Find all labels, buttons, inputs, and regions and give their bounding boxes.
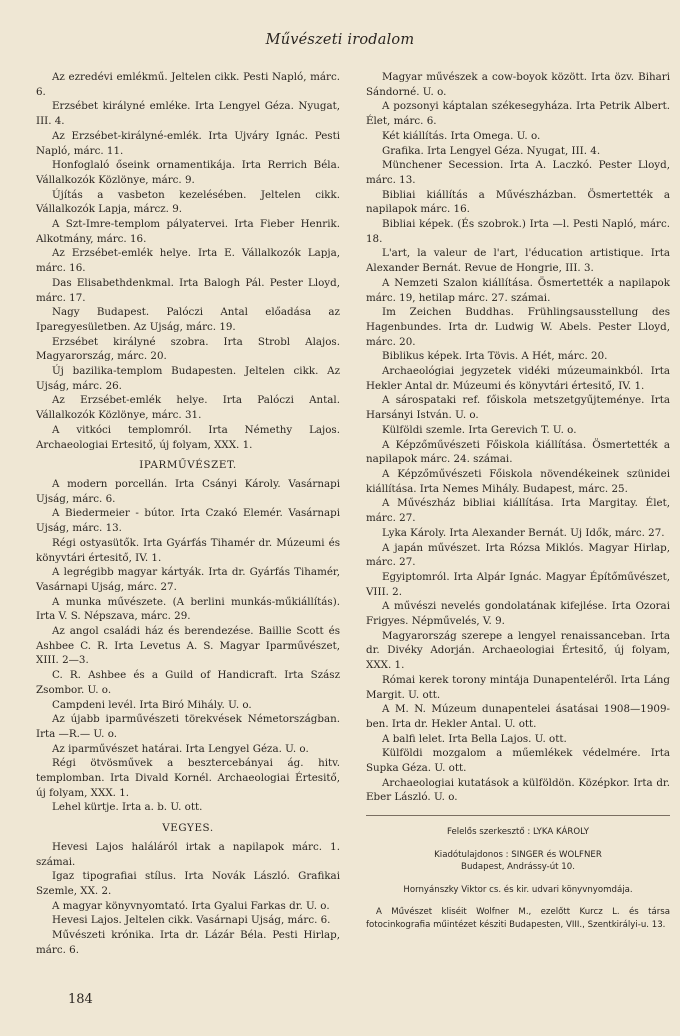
bibliography-entry: A M. N. Múzeum dunapentelei ásatásai 1908—1909-ben. Irta dr. Hekler Antal. U. ott. <box>366 703 670 730</box>
publisher-line: Kiadótulajdonos : SINGER és WOLFNER <box>434 849 602 860</box>
bibliography-entry: Igaz tipografiai stílus. Irta Novák László. Grafikai Szemle, XX. 2. <box>36 870 340 897</box>
bibliography-entry: A legrégibb magyar kártyák. Irta dr. Gyárfás Tihamér, Vasárnapi Ujság, márc. 27. <box>36 566 340 593</box>
bibliography-entry: Az újabb iparművészeti törekvések Németországban. Irta —R.— U. o. <box>36 713 340 740</box>
bibliography-entry: Nagy Budapest. Palóczi Antal előadása az Iparegyesületben. Az Ujság, márc. 19. <box>36 306 340 333</box>
bibliography-entry: A Szt-Imre-templom pályatervei. Irta Fieber Henrik. Alkotmány, márc. 16. <box>36 218 340 245</box>
bibliography-entry: Két kiállítás. Irta Omega. U. o. <box>382 129 541 142</box>
bibliography-entry: L'art, la valeur de l'art, l'éducation artistique. Irta Alexander Bernát. Revue de Hongrie, III. 3. <box>366 247 670 275</box>
bibliography-entry: A vitkóci templomról. Irta Némethy Lajos. Archaeologiai Ertesitő, új folyam, XXX. 1. <box>36 423 340 451</box>
bibliography-entry: A művészi nevelés gondolatának kifejlése. Irta Ozorai Frigyes. Népművelés, V. 9. <box>366 600 670 628</box>
bibliography-entry: Hevesi Lajos haláláról irtak a napilapok márc. 1. számai. <box>36 840 340 868</box>
bibliography-entry: Magyarország szerepe a lengyel renaissanceban. Irta dr. Divéky Adorján. Archaeologiai Értesitő, új folyam, XXX. 1. <box>366 629 670 672</box>
bibliography-entry: Régi ostyasütők. Irta Gyárfás Tihamér dr. Múzeumi és könyvtári értesitő, IV. 1. <box>36 536 340 564</box>
bibliography-entry: Lyka Károly. Irta Alexander Bernát. Uj Idők, márc. 27. <box>382 526 665 539</box>
bibliography-entry: A Művészház bibliai kiállítása. Irta Margitay. Élet, márc. 27. <box>366 497 670 525</box>
cliche-line: A Művészet kliséit Wolfner M., ezelőtt Kurcz L. és társa fotocinkografia műintézet késziti Budapesten, VIII., Szentkirályi-u. 13. <box>366 907 670 930</box>
bibliography-entry: Archaeologiai kutatások a külföldön. Középkor. Irta dr. Eber László. U. o. <box>366 776 670 804</box>
bibliography-entry: Archaeológiai jegyzetek vidéki múzeumainkból. Irta Hekler Antal dr. Múzeumi és könyvtári értesitő, IV. 1. <box>366 365 670 392</box>
bibliography-entry: C. R. Ashbee és a Guild of Handicraft. Irta Szász Zsombor. U. o. <box>36 669 340 696</box>
bibliography-entry: Az Erzsébet-emlék helye. Irta E. Vállalkozók Lapja, márc. 16. <box>36 247 340 275</box>
bibliography-entry: Grafika. Irta Lengyel Géza. Nyugat, III. 4. <box>382 144 601 157</box>
bibliography-entry: A sárospataki ref. főiskola metszetgyűjteménye. Irta Harsányi István. U. o. <box>366 394 670 422</box>
bibliography-entry: Régi ötvösművek a besztercebányai ág. hitv. templomban. Irta Divald Kornél. Archaeologiai Értesitő, új folyam, XXX. 1. <box>36 757 340 799</box>
left-column <box>36 70 340 957</box>
bibliography-entry: Münchener Secession. Irta A. Laczkó. Pester Lloyd, márc. 13. <box>366 159 670 186</box>
bibliography-entry: Új bazilika-templom Budapesten. Jeltelen cikk. Az Ujság, márc. 26. <box>36 365 340 392</box>
bibliography-entry: Egyiptomról. Irta Alpár Ignác. Magyar Építőművészet, VIII. 2. <box>366 570 670 598</box>
bibliography-entry: A Biedermeier - bútor. Irta Czakó Elemér. Vasárnapi Ujság, márc. 13. <box>36 507 340 535</box>
page-number: 184 <box>68 992 93 1007</box>
bibliography-entry: A magyar könyvnyomtató. Irta Gyalui Farkas dr. U. o. <box>52 899 330 912</box>
bibliography-entry: Az ezredévi emlékmű. Jeltelen cikk. Pesti Napló, márc. 6. <box>36 71 340 98</box>
bibliography-entry: Az iparművészet határai. Irta Lengyel Géza. U. o. <box>52 742 309 755</box>
section-title-vegyes: VEGYES. <box>162 822 214 835</box>
printer-line: Hornyánszky Viktor cs. és kir. udvari könyvnyomdája. <box>403 884 633 895</box>
bibliography-entry: Bibliai kiállítás a Művészházban. Ösmertették a napilapok márc. 16. <box>366 188 670 216</box>
right-entries <box>366 70 670 805</box>
bibliography-entry: A balfi lelet. Irta Bella Lajos. U. ott. <box>382 732 567 745</box>
colophon <box>366 826 670 931</box>
vegyes-entries <box>36 840 340 958</box>
bibliography-entry: Római kerek torony mintája Dunapenteléről. Irta Láng Margit. U. ott. <box>366 673 670 701</box>
bibliography-entry: Biblikus képek. Irta Tövis. A Hét, márc. 20. <box>382 350 608 363</box>
bibliography-entry: Az Erzsébet-királyné-emlék. Irta Ujváry Ignác. Pesti Napló, márc. 11. <box>36 129 340 157</box>
bibliography-entry: Das Elisabethdenkmal. Irta Balogh Pál. Pester Lloyd, márc. 17. <box>36 276 340 304</box>
left-entries <box>36 70 340 452</box>
section-title-iparmuveszet: IPARMŰVÉSZET. <box>139 459 237 472</box>
bibliography-entry: Művészeti krónika. Irta dr. Lázár Béla. Pesti Hirlap, márc. 6. <box>36 929 340 956</box>
bibliography-entry: Újítás a vasbeton kezelésében. Jeltelen cikk. Vállalkozók Lapja, márcz. 9. <box>36 188 340 216</box>
bibliography-entry: A Nemzeti Szalon kiállítása. Ösmertették a napilapok márc. 19, hetilap márc. 27. számai. <box>366 276 670 304</box>
bibliography-entry: Az Erzsébet-emlék helye. Irta Palóczi Antal. Vállalkozók Közlönye, márc. 31. <box>36 394 340 422</box>
colophon-divider <box>366 815 670 816</box>
bibliography-entry: Honfoglaló őseink ornamentikája. Irta Rerrich Béla. Vállalkozók Közlönye, márc. 9. <box>36 159 340 186</box>
bibliography-entry: Lehel kürtje. Irta a. b. U. ott. <box>52 801 203 814</box>
bibliography-entry: Im Zeichen Buddhas. Frühlingsausstellung des Hagenbundes. Irta dr. Ludwig W. Abels. Pester Lloyd, márc. 20. <box>366 306 670 348</box>
bibliography-entry: Az angol családi ház és berendezése. Baillie Scott és Ashbee C. R. Irta Levetus A. S. Magyar Iparművészet, XIII. 2—3. <box>36 625 340 667</box>
bibliography-entry: Campdeni levél. Irta Biró Mihály. U. o. <box>52 698 252 711</box>
bibliography-entry: A Képzőművészeti Főiskola növendékeinek szünidei kiállítása. Irta Nemes Mihály. Budapest, márc. 25. <box>366 467 670 495</box>
bibliography-entry: Bibliai képek. (És szobrok.) Irta —l. Pesti Napló, márc. 18. <box>366 218 670 245</box>
running-header: Művészeti irodalom <box>265 32 415 48</box>
iparmuveszet-entries <box>36 477 340 815</box>
bibliography-entry: Erzsébet királyné emléke. Irta Lengyel Géza. Nyugat, III. 4. <box>36 100 340 128</box>
bibliography-entry: Magyar művészek a cow-boyok között. Irta özv. Bihari Sándorné. U. o. <box>366 71 670 98</box>
bibliography-entry: A modern porcellán. Irta Csányi Károly. Vasárnapi Ujság, márc. 6. <box>36 477 340 505</box>
bibliography-entry: A japán művészet. Irta Rózsa Miklós. Magyar Hirlap, márc. 27. <box>366 541 670 569</box>
bibliography-entry: Külföldi mozgalom a műemlékek védelmére. Irta Supka Géza. U. ott. <box>366 747 670 775</box>
bibliography-entry: Erzsébet királyné szobra. Irta Strobl Alajos. Magyarország, márc. 20. <box>36 335 340 363</box>
editor-line: Felelős szerkesztő : LYKA KÁROLY <box>446 827 589 838</box>
right-column <box>366 70 670 931</box>
bibliography-entry: A pozsonyi káptalan székesegyháza. Irta Petrik Albert. Élet, márc. 6. <box>366 100 670 128</box>
bibliography-entry: A munka művészete. (A berlini munkás-műkiállítás). Irta V. S. Népszava, márc. 29. <box>36 595 340 623</box>
bibliography-entry: Hevesi Lajos. Jeltelen cikk. Vasárnapi Ujság, márc. 6. <box>52 914 331 927</box>
bibliography-entry: Külföldi szemle. Irta Gerevich T. U. o. <box>382 423 577 436</box>
address-line: Budapest, Andrássy-út 10. <box>461 862 575 873</box>
bibliography-entry: A Képzőművészeti Főiskola kiállítása. Ösmertették a napilapok márc. 24. számai. <box>366 438 670 466</box>
